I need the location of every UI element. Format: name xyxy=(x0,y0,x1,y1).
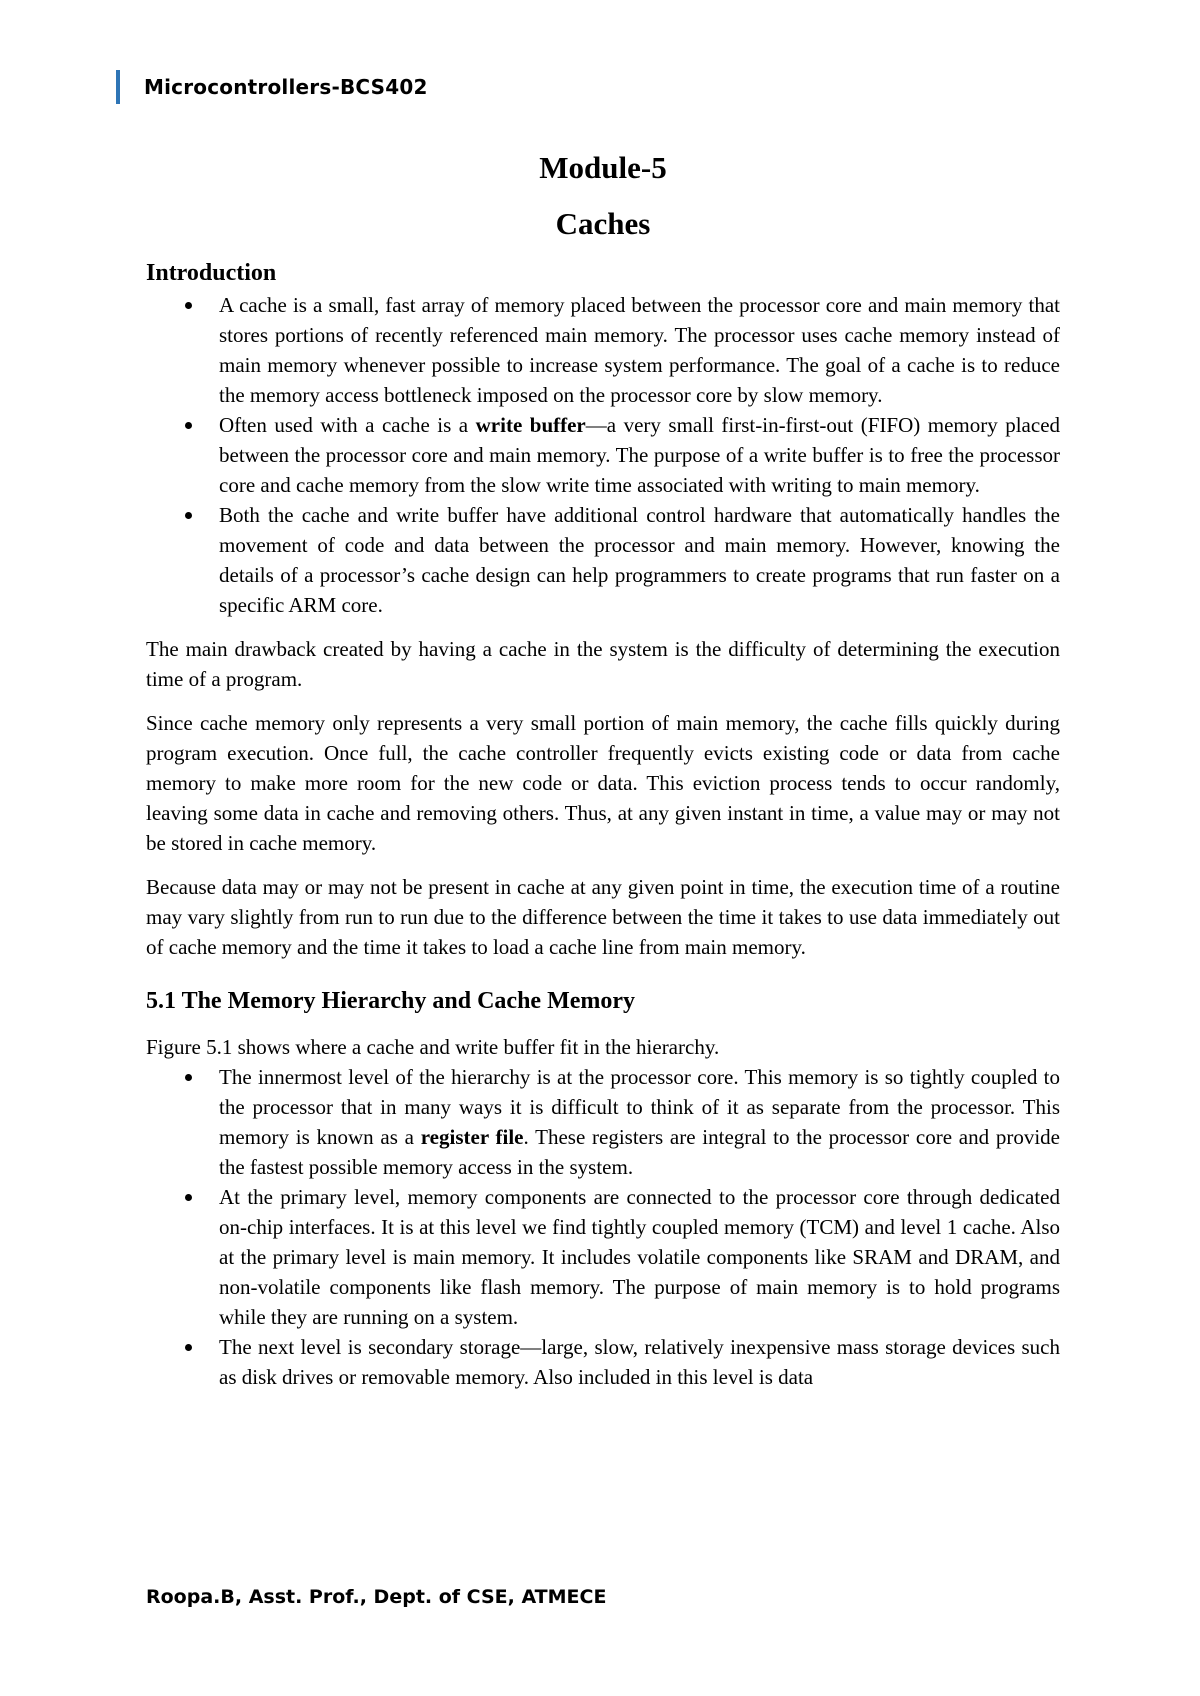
bullet-item xyxy=(146,500,1060,620)
page-content xyxy=(146,140,1060,1392)
bullet-item xyxy=(146,290,1060,410)
bullet-item xyxy=(146,410,1060,500)
bullet-text: The next level is secondary storage—large, slow, relatively inexpensive mass storage devices such as disk drives or removable memory. Also included in this level is data xyxy=(219,1335,1060,1389)
page-footer: Roopa.B, Asst. Prof., Dept. of CSE, ATMECE xyxy=(146,1586,607,1608)
introduction-heading: Introduction xyxy=(146,260,277,286)
bullet-text: A cache is a small, fast array of memory placed between the processor core and main memory that stores portions of recently referenced main memory. The processor uses cache memory instead of main memory whenever possible to increase system performance. The goal of a cache is to reduce the memory access bottleneck imposed on the processor core by slow memory. xyxy=(219,293,1060,407)
section-5-1-intro: Figure 5.1 shows where a cache and write buffer fit in the hierarchy. xyxy=(146,1035,720,1059)
paragraph: The main drawback created by having a cache in the system is the difficulty of determining the execution time of a program. xyxy=(146,637,1060,691)
bullet-text: At the primary level, memory components are connected to the processor core through dedicated on-chip interfaces. It is at this level we find tightly coupled memory (TCM) and level 1 cache. Also at the primary level is main memory. It includes volatile components like SRAM and DRAM, and non-volatile components like flash memory. The purpose of main memory is to hold programs while they are running on a system. xyxy=(219,1185,1060,1329)
bullet-text-bold: register file xyxy=(420,1125,524,1149)
bullet-text-post: —a very small first-in-first-out (FIFO) memory placed between the processor core and main memory. The purpose of a write buffer is to free the processor core and cache memory from the slow write time associated with writing to main memory. xyxy=(219,413,1061,497)
module-title: Module-5 xyxy=(539,150,667,185)
bullet-text-pre: The innermost level of the hierarchy is at the processor core. This memory is so tightly coupled to the processor that in many ways it is difficult to think of it as separate from the processor. This memory is known as a xyxy=(219,1065,1060,1149)
bullet-text-post: . These registers are integral to the processor core and provide the fastest possible memory access in the system. xyxy=(219,1125,1060,1179)
bullet-item xyxy=(146,1062,1060,1182)
header-accent-bar xyxy=(116,70,120,104)
paragraph: Because data may or may not be present in cache at any given point in time, the execution time of a routine may vary slightly from run to run due to the difference between the time it takes to use data immediately out of cache memory and the time it takes to load a cache line from main memory. xyxy=(146,875,1060,959)
bullet-text: Both the cache and write buffer have additional control hardware that automatically handles the movement of code and data between the processor and main memory. However, knowing the details of a processor’s cache design can help programmers to create programs that run faster on a specific ARM core. xyxy=(219,503,1060,617)
bullet-text-pre: Often used with a cache is a xyxy=(219,413,476,437)
hierarchy-bullet-list xyxy=(146,1062,1060,1392)
header-title: Microcontrollers-BCS402 xyxy=(144,75,428,99)
bullet-item xyxy=(146,1182,1060,1332)
page-header xyxy=(116,70,428,104)
section-5-1-heading: 5.1 The Memory Hierarchy and Cache Memory xyxy=(146,988,636,1014)
bullet-item xyxy=(146,1332,1060,1392)
bullet-text-bold: write buffer xyxy=(475,413,586,437)
paragraph: Since cache memory only represents a very small portion of main memory, the cache fills quickly during program execution. Once full, the cache controller frequently evicts existing code or data from cache memory to make more room for the new code or data. This eviction process tends to occur randomly, leaving some data in cache and removing others. Thus, at any given instant in time, a value may or may not be stored in cache memory. xyxy=(146,711,1060,855)
module-subtitle: Caches xyxy=(555,206,651,241)
introduction-bullet-list xyxy=(146,290,1060,620)
